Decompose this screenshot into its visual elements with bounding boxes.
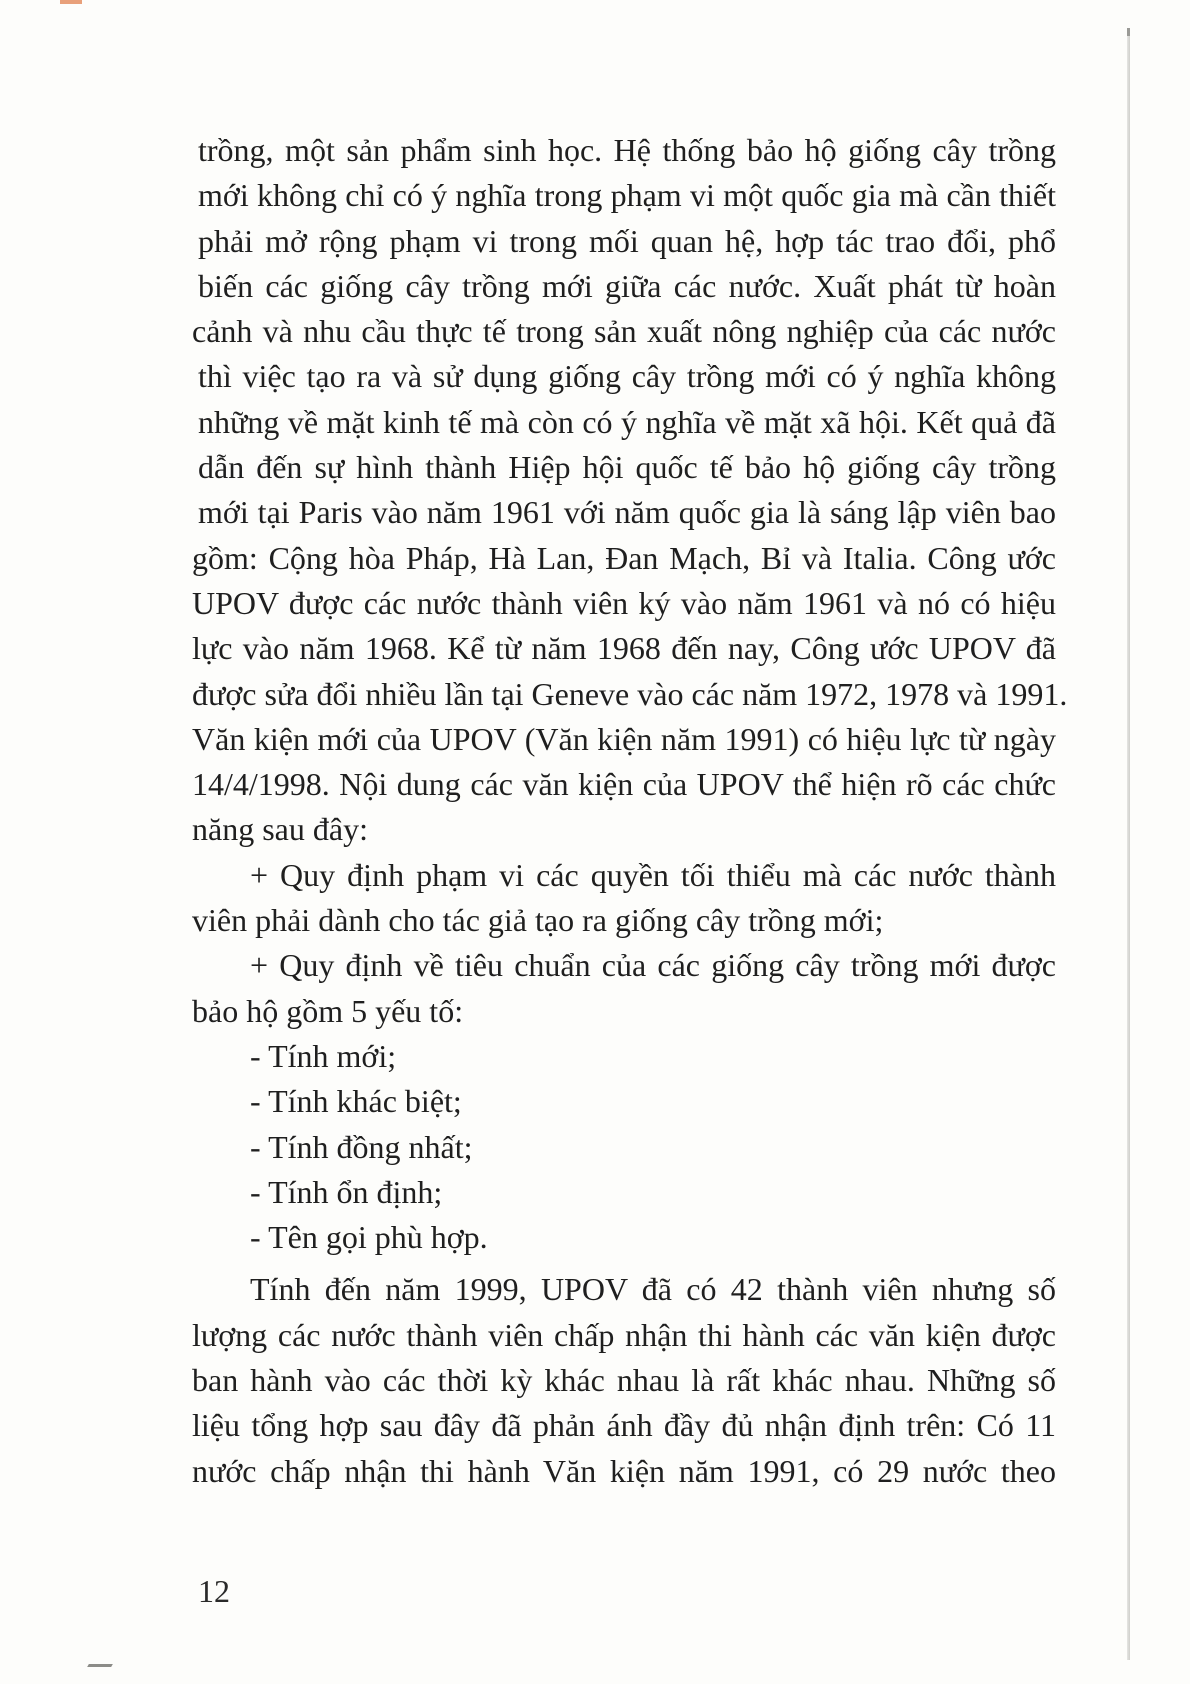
text-line: ban hành vào các thời kỳ khác nhau là rất khác nhau. Những số bbox=[192, 1362, 1056, 1399]
text-line: cảnh và nhu cầu thực tế trong sản xuất nông nghiệp của các nước bbox=[192, 313, 1056, 350]
text-line: + Quy định phạm vi các quyền tối thiểu mà các nước thành bbox=[250, 856, 1056, 893]
text-line: + Quy định về tiêu chuẩn của các giống cây trồng mới được bbox=[250, 947, 1056, 984]
list-item: - Tính khác biệt; bbox=[250, 1083, 462, 1120]
text-line: thì việc tạo ra và sử dụng giống cây trồng mới có ý nghĩa không bbox=[198, 358, 1056, 395]
page-edge-tick bbox=[1127, 28, 1130, 36]
text-line: viên phải dành cho tác giả tạo ra giống cây trồng mới; bbox=[192, 902, 884, 939]
text-line: liệu tổng hợp sau đây đã phản ánh đầy đủ nhận định trên: Có 11 bbox=[192, 1407, 1056, 1444]
text-line: Văn kiện mới của UPOV (Văn kiện năm 1991) có hiệu lực từ ngày bbox=[192, 720, 1056, 757]
text-line: năng sau đây: bbox=[192, 811, 368, 848]
list-item: - Tên gọi phù hợp. bbox=[250, 1219, 488, 1256]
text-line: mới không chỉ có ý nghĩa trong phạm vi một quốc gia mà cần thiết bbox=[198, 177, 1056, 214]
text-line: Tính đến năm 1999, UPOV đã có 42 thành viên nhưng số bbox=[250, 1271, 1056, 1308]
text-line: nước chấp nhận thi hành Văn kiện năm 1991, có 29 nước theo bbox=[192, 1452, 1056, 1489]
text-line: bảo hộ gồm 5 yếu tố: bbox=[192, 992, 464, 1029]
text-line: phải mở rộng phạm vi trong mối quan hệ, hợp tác trao đổi, phổ bbox=[198, 222, 1056, 259]
page-edge-mark bbox=[60, 0, 82, 4]
page-edge-mark-bottom bbox=[87, 1664, 113, 1667]
text-line: biến các giống cây trồng mới giữa các nước. Xuất phát từ hoàn bbox=[198, 267, 1056, 304]
text-line: dẫn đến sự hình thành Hiệp hội quốc tế bảo hộ giống cây trồng bbox=[198, 449, 1056, 486]
text-line: UPOV được các nước thành viên ký vào năm 1961 và nó có hiệu bbox=[192, 584, 1056, 621]
text-line: được sửa đổi nhiều lần tại Geneve vào các năm 1972, 1978 và 1991. bbox=[192, 675, 1068, 712]
body-text bbox=[192, 128, 1068, 1494]
text-line: trồng, một sản phẩm sinh học. Hệ thống bảo hộ giống cây trồng bbox=[198, 132, 1056, 168]
text-line: 14/4/1998. Nội dung các văn kiện của UPOV thể hiện rõ các chức bbox=[192, 766, 1056, 803]
list-item: - Tính đồng nhất; bbox=[250, 1128, 473, 1165]
list-item: - Tính mới; bbox=[250, 1037, 397, 1074]
text-line: mới tại Paris vào năm 1961 với năm quốc gia là sáng lập viên bao bbox=[198, 494, 1056, 531]
text-line: những về mặt kinh tế mà còn có ý nghĩa về mặt xã hội. Kết quả đã bbox=[198, 403, 1056, 440]
text-line: lực vào năm 1968. Kể từ năm 1968 đến nay, Công ước UPOV đã bbox=[192, 630, 1056, 667]
list-item: - Tính ổn định; bbox=[250, 1173, 443, 1210]
page-edge-shadow bbox=[1127, 30, 1130, 1660]
page-number: 12 bbox=[198, 1573, 230, 1609]
text-line: lượng các nước thành viên chấp nhận thi hành các văn kiện được bbox=[192, 1316, 1056, 1353]
text-line: gồm: Cộng hòa Pháp, Hà Lan, Đan Mạch, Bỉ và Italia. Công ước bbox=[192, 539, 1056, 576]
